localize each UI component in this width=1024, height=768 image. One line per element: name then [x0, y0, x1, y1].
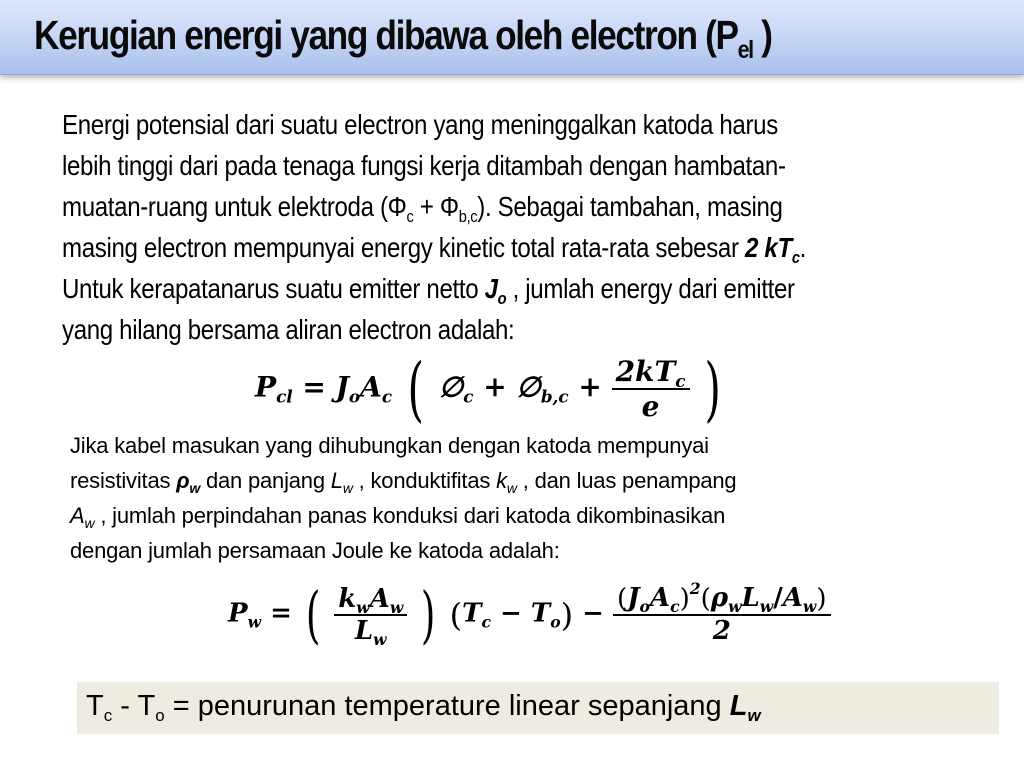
equation-conduction-joule: $P_w$ = ( $\frac{k_wA_w}{L_w}$ ) $(T_c - T_o)$ − $\frac{(J_oA_c)^2(\rho_wL_w/A_w)}{2}$ [228, 578, 831, 651]
text-line: $A_w$ , jumlah perpindahan panas konduksi dari katoda dikombinasikan [70, 503, 726, 531]
text-line: masing electron mempunyai energy kinetic total rata-rata sebesar 2 $kT_c$. [62, 232, 806, 267]
paragraph-cable [70, 428, 980, 568]
definition-text: $T_c - T_o$ = penurunan temperature linear sepanjang $L_w$ [86, 690, 761, 725]
fraction-2kT-over-e: $\frac{2kT_c}{e}$ [612, 355, 690, 423]
text-line: Untuk kerapatanarus suatu emitter netto $J_o$ , jumlah energy dari emitter [62, 273, 795, 308]
slide-title: Kerugian energi yang dibawa oleh electron ($P_{el}$ ) [34, 12, 772, 64]
fraction-joule: $\frac{(J_oA_c)^2(\rho_wL_w/A_w)}{2}$ [613, 583, 830, 646]
equation-electron-loss: $P_{cl} = J_oA_c$ ( $\emptyset_c$ + $\emptyset_{b,c}$ + $\frac{2kT_c}{e}$ ) [255, 348, 722, 430]
text-line: lebih tinggi dari pada tenaga fungsi kerja ditambah dengan hambatan- [62, 150, 786, 181]
text-line: Energi potensial dari suatu electron yang meninggalkan katoda harus [62, 109, 778, 140]
text-line: muatan-ruang untuk elektroda $(\Phi_c + \Phi_{b,c})$. Sebagai tambahan, masing [62, 191, 783, 226]
title-bar [0, 0, 1024, 75]
definition-box [77, 682, 999, 734]
text-line: Jika kabel masukan yang dihubungkan dengan katoda mempunyai [70, 433, 709, 458]
text-line: yang hilang bersama aliran electron adalah: [62, 314, 515, 345]
text-line: dengan jumlah persamaan Joule ke katoda adalah: [70, 538, 560, 563]
paragraph-intro [62, 104, 922, 350]
text-line: resistivitas $\rho_w$ dan panjang $L_w$ , konduktifitas $k_w$ , dan luas penampang [70, 468, 737, 496]
fraction-kA-over-L: $\frac{k_wA_w}{L_w}$ [334, 584, 407, 646]
